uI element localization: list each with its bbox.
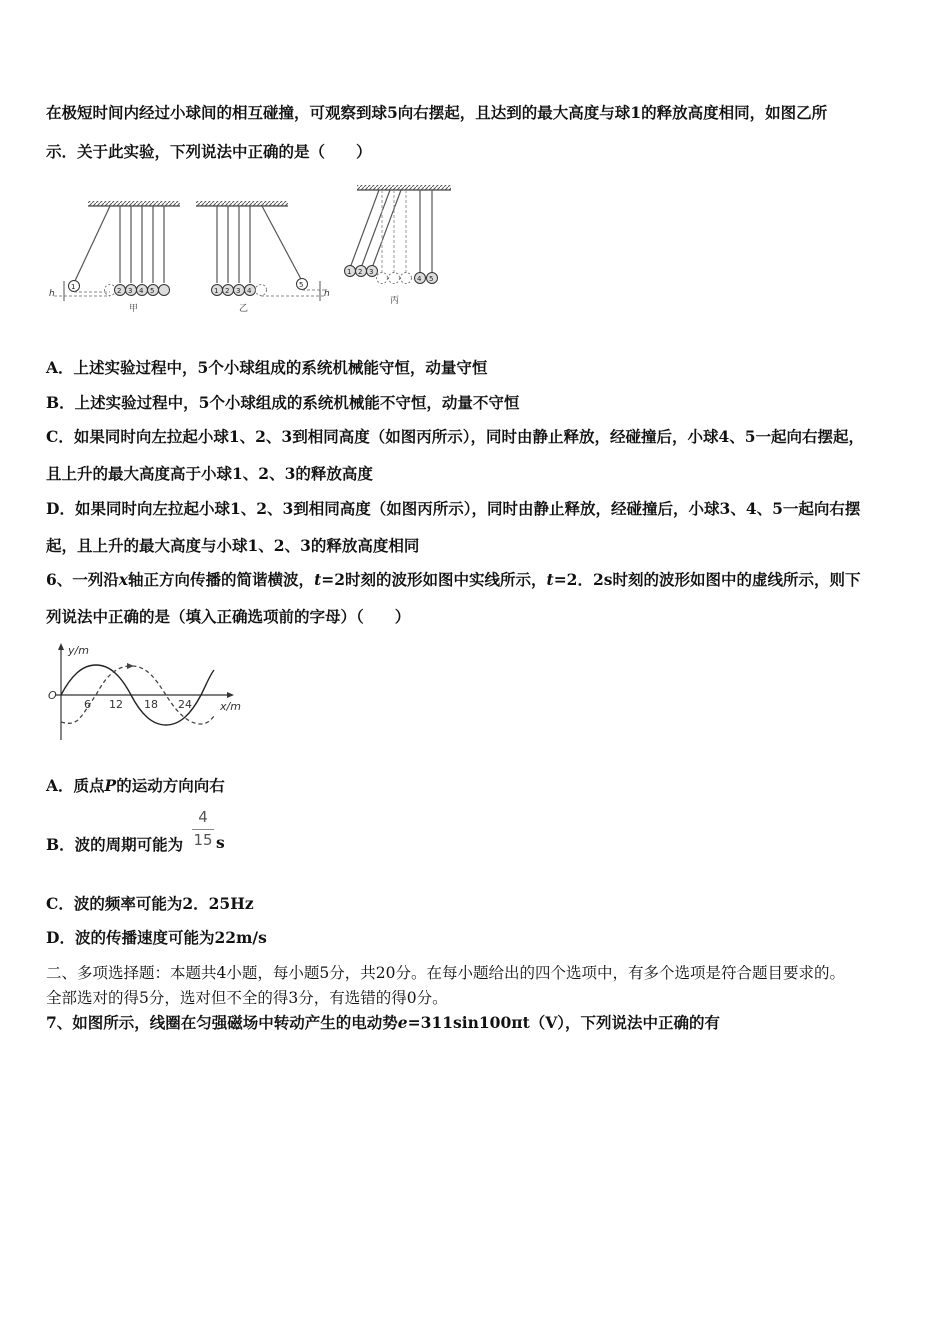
q6-option-d <box>46 926 267 948</box>
h-label-jia: h <box>49 289 55 299</box>
ball-label: 5 <box>150 287 155 295</box>
option-key: D． <box>46 928 75 947</box>
fraction-numerator: 4 <box>198 808 208 826</box>
pendulum-figure-bing <box>345 185 452 306</box>
option-var-p: P <box>104 776 117 795</box>
q5-stem-line1: 在极短时间内经过小球间的相互碰撞，可观察到球5向右摆起，且达到的最大高度与球1的释放高度相同，如图乙所 <box>46 103 828 122</box>
ball-label: 4 <box>417 275 422 283</box>
wave-graph <box>44 640 254 745</box>
q5-option-b <box>46 391 519 413</box>
ball-label: 1 <box>214 287 219 295</box>
option-key: A． <box>46 358 74 377</box>
q5-option-c <box>46 425 864 447</box>
stem-var-t: t <box>314 570 322 589</box>
stem-text: =2．2s时刻的波形如图中的虚线所示，则下 <box>553 570 861 589</box>
x-axis-label: x/m <box>220 700 241 713</box>
ball-label: 1 <box>71 283 76 291</box>
q5-option-d-line2: 起，且上升的最大高度与小球1、2、3的释放高度相同 <box>46 536 420 555</box>
option-key: A． <box>46 776 74 795</box>
h-label-yi: h <box>324 289 330 299</box>
x-tick-label: 18 <box>144 698 158 711</box>
ball-label: 3 <box>128 287 133 295</box>
option-text: 的运动方向向右 <box>116 776 225 795</box>
option-text: 波的频率可能为2．25Hz <box>73 894 254 913</box>
option-text: 波的周期可能为 <box>74 835 184 854</box>
section2-line2: 全部选对的得5分，选对但不全的得3分，有选错的得0分。 <box>46 989 448 1007</box>
stem-text: =311sin100πt（V），下列说法中正确的有 <box>407 1013 721 1032</box>
q6-option-a <box>46 774 225 796</box>
ball-label: 2 <box>358 268 363 276</box>
ball-label: 5 <box>429 275 434 283</box>
stem-var-e: e <box>397 1013 408 1032</box>
period-fraction <box>192 808 214 849</box>
period-unit: s <box>216 833 225 852</box>
stem-var-x: x <box>118 570 129 589</box>
fraction-denominator: 15 <box>193 831 213 849</box>
ball-label: 2 <box>225 287 230 295</box>
x-tick-label: 24 <box>178 698 192 711</box>
q6-option-c <box>46 892 254 914</box>
ball-label: 3 <box>236 287 241 295</box>
q7-stem <box>46 1011 720 1033</box>
q5-option-c-line2: 且上升的最大高度高于小球1、2、3的释放高度 <box>46 464 373 483</box>
option-text: 如果同时向左拉起小球1、2、3到相同高度（如图丙所示），同时由静止释放，经碰撞后，小球3、4、5一起向右摆 <box>74 499 861 518</box>
figure-label-bing: 丙 <box>390 296 400 306</box>
figure-label-jia: 甲 <box>129 304 139 313</box>
stem-text: 轴正方向传播的简谐横波， <box>128 570 315 589</box>
option-key: C． <box>46 894 74 913</box>
ball-label: 3 <box>369 268 374 276</box>
q6-stem-line2: 列说法中正确的是（填入正确选项前的字母）（ ） <box>46 607 411 626</box>
y-axis-label: y/m <box>68 644 89 657</box>
ball-label: 2 <box>117 287 122 295</box>
origin-label: O <box>48 689 57 702</box>
option-text: 质点 <box>73 776 105 795</box>
pendulum-figure-jia <box>49 201 180 313</box>
pendulum-figure-yi <box>196 201 330 313</box>
option-text: 波的传播速度可能为22m/s <box>74 928 267 947</box>
stem-text: =2时刻的波形如图中实线所示， <box>321 570 547 589</box>
q5-option-a <box>46 356 487 378</box>
ball-label: 4 <box>247 287 252 295</box>
option-key: C． <box>46 427 74 446</box>
q5-option-d <box>46 497 860 519</box>
x-tick-label: 6 <box>84 698 91 711</box>
q6-option-b <box>46 833 183 855</box>
option-text: 上述实验过程中，5个小球组成的系统机械能守恒，动量守恒 <box>73 358 488 377</box>
stem-text: 7、如图所示，线圈在匀强磁场中转动产生的电动势 <box>46 1013 398 1032</box>
ball-label: 5 <box>299 281 304 289</box>
q6-stem-line1 <box>46 568 860 590</box>
option-key: B． <box>46 835 75 854</box>
q5-stem-line2: 示．关于此实验，下列说法中正确的是（ ） <box>46 142 372 161</box>
ball-label: 4 <box>139 287 144 295</box>
stem-text: 6、一列沿 <box>46 570 119 589</box>
option-text: 上述实验过程中，5个小球组成的系统机械能不守恒，动量不守恒 <box>74 393 520 412</box>
x-tick-label: 12 <box>109 698 123 711</box>
option-key: B． <box>46 393 75 412</box>
figure-label-yi: 乙 <box>239 304 249 313</box>
option-text: 如果同时向左拉起小球1、2、3到相同高度（如图丙所示），同时由静止释放，经碰撞后，小球4、5一起向右摆起， <box>73 427 865 446</box>
pendulum-figure <box>44 183 464 313</box>
ball-label: 1 <box>347 268 352 276</box>
stem-var-t: t <box>546 570 554 589</box>
option-key: D． <box>46 499 75 518</box>
section2-line1: 二、多项选择题：本题共4小题，每小题5分，共20分。在每小题给出的四个选项中，有多个选项是符合题目要求的。 <box>46 964 845 982</box>
